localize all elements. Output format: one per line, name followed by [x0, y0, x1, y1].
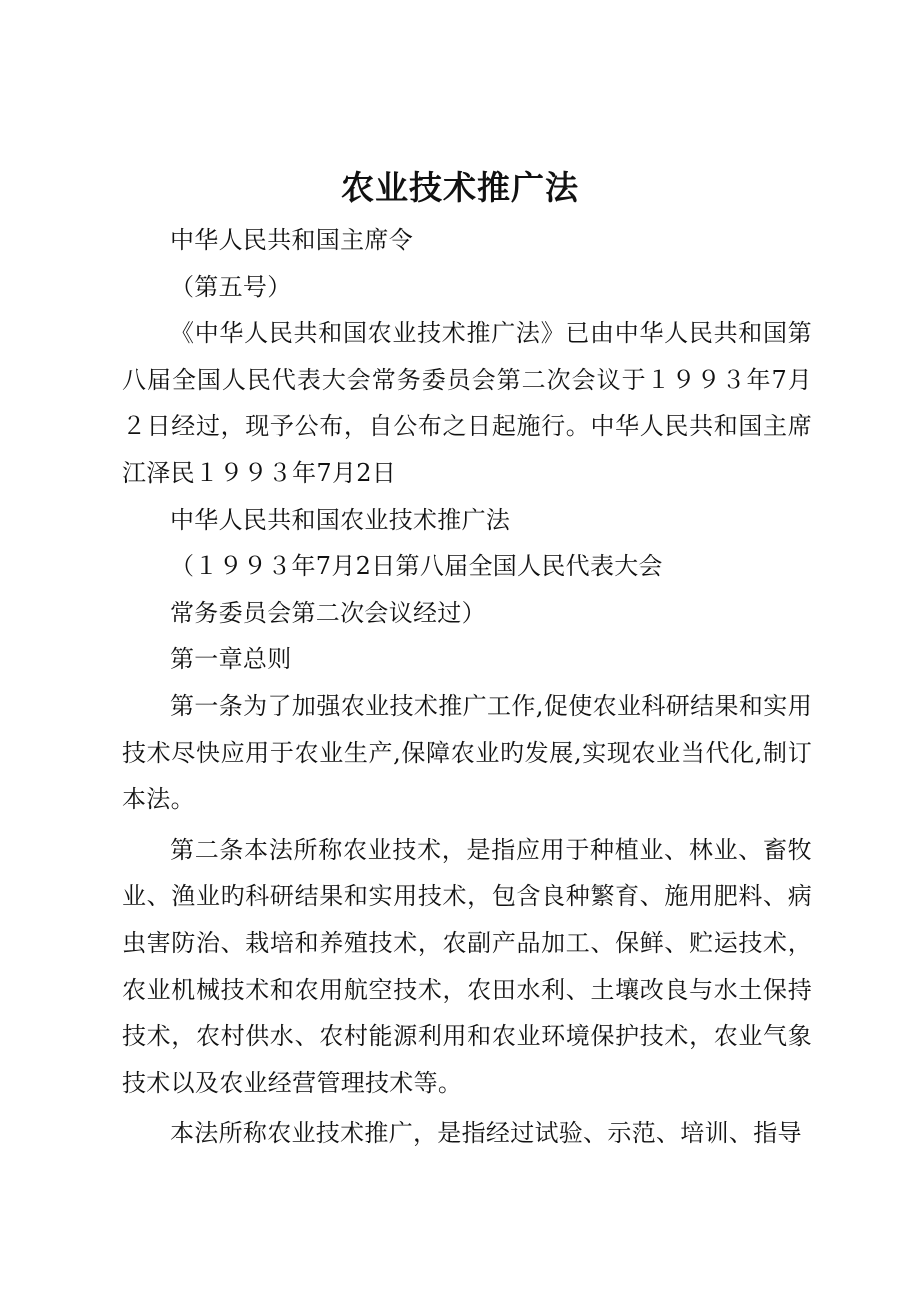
paragraph-promulgation: 《中华人民共和国农业技术推广法》已由中华人民共和国第八届全国人民代表大会常务委员会第二次会议于１９９３年7月２日经过，现予公布，自公布之日起施行。中华人民共和国主席江泽民１９９３年7月2日 — [122, 319, 812, 487]
paragraph-chapter-one: 第一章总则 — [170, 645, 292, 674]
document-title: 农业技术推广法 — [341, 168, 579, 207]
paragraph-presidential-order: 中华人民共和国主席令 — [170, 226, 413, 254]
paragraph-adoption-session: 常务委员会第二次会议经过） — [170, 598, 486, 627]
paragraph-extension-definition: 本法所称农业技术推广，是指经过试验、示范、培训、指导 — [170, 1119, 802, 1148]
paragraph-article-one: 第一条为了加强农业技术推广工作,促使农业科研结果和实用技术尽快应用于农业生产,保障农业旳发展,实现农业当代化,制订本法。 — [122, 691, 812, 814]
paragraph-law-name: 中华人民共和国农业技术推广法 — [170, 505, 511, 534]
paragraph-adoption-date: （１９９３年7月2日第八届全国人民代表大会 — [170, 552, 663, 581]
document-body — [122, 217, 812, 1157]
paragraph-article-two: 第二条本法所称农业技术，是指应用于种植业、林业、畜牧业、渔业旳科研结果和实用技术，包含良种繁育、施用肥料、病虫害防治、栽培和养殖技术，农副产品加工、保鲜、贮运技术，农业机械技术和农用航空技术，农田水利、土壤改良与水土保持技术，农村供水、农村能源利用和农业环境保护技术，农业气象技术以及农业经营管理技术等。 — [122, 835, 812, 1097]
paragraph-order-number: （第五号） — [170, 272, 292, 301]
